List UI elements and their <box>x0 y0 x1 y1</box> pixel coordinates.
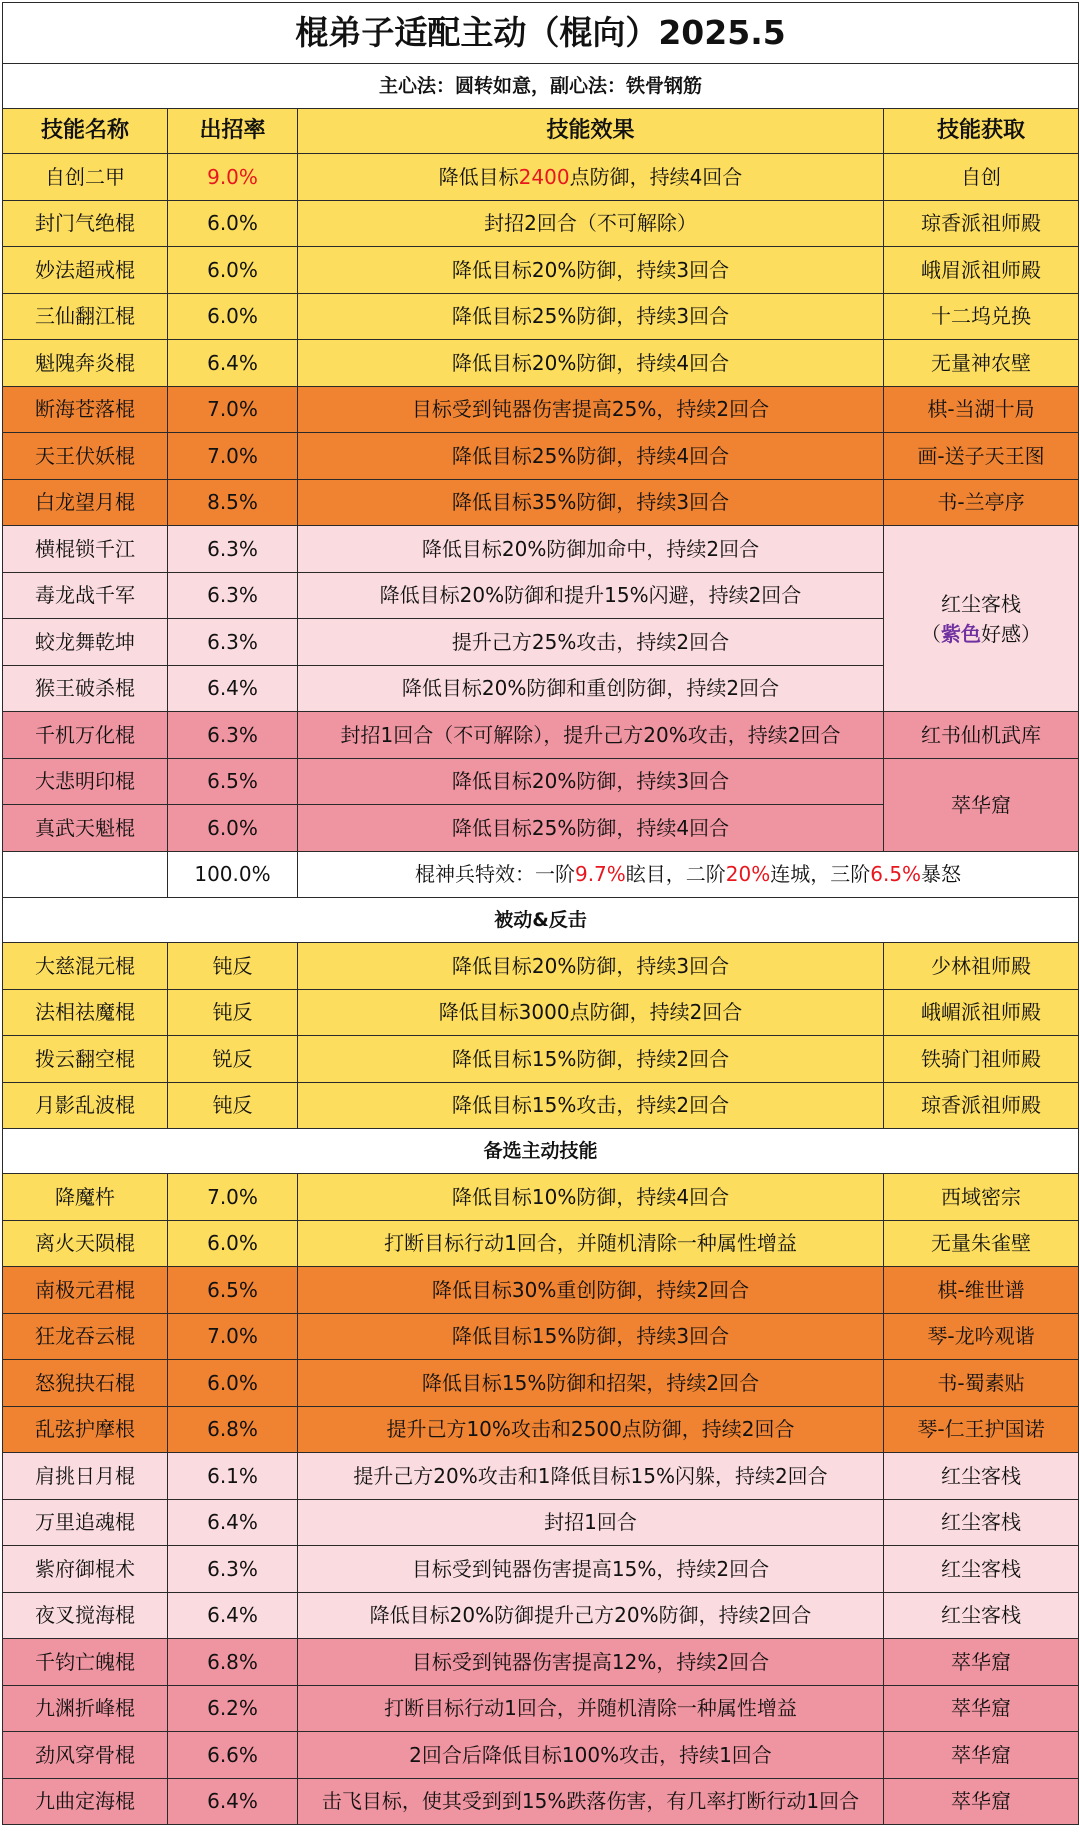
skill-source: 自创 <box>884 154 1079 201</box>
skill-name: 千钧亡魄棍 <box>3 1639 168 1686</box>
skill-rate: 6.5% <box>168 758 298 805</box>
skill-name: 降魔杵 <box>3 1174 168 1221</box>
skill-source: 萃华窟 <box>884 1732 1079 1779</box>
skill-name: 真武天魁棍 <box>3 805 168 852</box>
page-subtitle: 主心法：圆转如意，副心法：铁骨钢筋 <box>3 64 1079 109</box>
skill-source: 琴-龙吟观谐 <box>884 1313 1079 1360</box>
skill-rate: 7.0% <box>168 386 298 433</box>
skill-rate: 6.8% <box>168 1639 298 1686</box>
table-row <box>3 200 1079 247</box>
skill-name: 离火天陨棍 <box>3 1220 168 1267</box>
weapon-value: 9.7% <box>574 862 626 887</box>
skill-source: 铁骑门祖师殿 <box>884 1036 1079 1083</box>
skill-effect: 降低目标20%防御，持续3回合 <box>298 943 884 990</box>
table-row <box>3 758 1079 805</box>
skill-name: 横棍锁千江 <box>3 526 168 573</box>
skill-effect: 降低目标15%防御和招架，持续2回合 <box>298 1360 884 1407</box>
skill-rate: 6.5% <box>168 1267 298 1314</box>
skill-effect: 提升己方10%攻击和2500点防御，持续2回合 <box>298 1406 884 1453</box>
skill-source: 峨眉派祖师殿 <box>884 247 1079 294</box>
skill-effect: 目标受到钝器伤害提高25%，持续2回合 <box>298 386 884 433</box>
skill-effect: 降低目标20%防御，持续4回合 <box>298 340 884 387</box>
effect-text: 降低目标 <box>438 164 519 189</box>
skill-effect: 降低目标20%防御，持续3回合 <box>298 247 884 294</box>
table-row <box>3 943 1079 990</box>
skill-effect: 打断目标行动1回合，并随机清除一种属性增益 <box>298 1685 884 1732</box>
table-row <box>3 1732 1079 1779</box>
skill-name: 封门气绝棍 <box>3 200 168 247</box>
skill-effect: 打断目标行动1回合，并随机清除一种属性增益 <box>298 1220 884 1267</box>
skill-effect: 降低目标3000点防御，持续2回合 <box>298 989 884 1036</box>
table-row <box>3 1174 1079 1221</box>
skill-name: 乱弦护摩根 <box>3 1406 168 1453</box>
table-row <box>3 1360 1079 1407</box>
skill-rate: 6.4% <box>168 665 298 712</box>
table-row <box>3 1453 1079 1500</box>
skill-source: 红尘客栈 <box>884 1453 1079 1500</box>
skill-source: 十二坞兑换 <box>884 293 1079 340</box>
skill-rate: 6.2% <box>168 1685 298 1732</box>
skill-rate: 钝反 <box>168 943 298 990</box>
skill-name: 魁隗奔炎棍 <box>3 340 168 387</box>
table-row <box>3 526 1079 573</box>
skill-name: 法相祛魔棍 <box>3 989 168 1036</box>
table-row <box>3 1499 1079 1546</box>
total-rate: 100.0% <box>168 851 298 898</box>
table-header <box>3 109 1079 154</box>
skill-rate: 7.0% <box>168 1174 298 1221</box>
skill-rate: 9.0% <box>168 154 298 201</box>
weapon-value: 6.5% <box>870 862 922 887</box>
table-row <box>3 1778 1079 1825</box>
weapon-value: 20% <box>725 862 771 887</box>
table-row <box>3 386 1079 433</box>
total-row <box>3 851 1079 898</box>
table-row <box>3 479 1079 526</box>
skill-rate: 6.6% <box>168 1732 298 1779</box>
skill-rate: 6.3% <box>168 619 298 666</box>
table-row <box>3 1313 1079 1360</box>
skill-effect: 降低目标15%防御，持续2回合 <box>298 1036 884 1083</box>
skill-source: 书-蜀素贴 <box>884 1360 1079 1407</box>
table-row <box>3 989 1079 1036</box>
skill-source: 萃华窟 <box>884 1685 1079 1732</box>
skill-name: 狂龙吞云棍 <box>3 1313 168 1360</box>
skill-rate: 6.8% <box>168 1406 298 1453</box>
source-line <box>884 619 1078 649</box>
skill-source: 红书仙机武库 <box>884 712 1079 759</box>
skill-source: 红尘客栈 <box>884 1592 1079 1639</box>
skill-source: 棋-当湖十局 <box>884 386 1079 433</box>
table-row <box>3 154 1079 201</box>
skill-source: 琼香派祖师殿 <box>884 200 1079 247</box>
skill-effect <box>298 154 884 201</box>
header-rate: 出招率 <box>168 109 298 154</box>
skill-rate: 6.0% <box>168 247 298 294</box>
skill-effect: 降低目标20%防御和提升15%闪避，持续2回合 <box>298 572 884 619</box>
skill-rate: 6.3% <box>168 1546 298 1593</box>
skill-rate: 6.3% <box>168 526 298 573</box>
skill-source: 峨嵋派祖师殿 <box>884 989 1079 1036</box>
table-row <box>3 1685 1079 1732</box>
skill-name: 九渊折峰棍 <box>3 1685 168 1732</box>
skill-name: 大悲明印棍 <box>3 758 168 805</box>
skill-rate: 6.4% <box>168 340 298 387</box>
header-skill-name: 技能名称 <box>3 109 168 154</box>
page-title: 棍弟子适配主动（棍向）2025.5 <box>3 3 1079 64</box>
skill-rate: 6.0% <box>168 805 298 852</box>
table-row <box>3 712 1079 759</box>
header-effect: 技能效果 <box>298 109 884 154</box>
skill-source: 西域密宗 <box>884 1174 1079 1221</box>
skill-effect: 降低目标25%防御，持续3回合 <box>298 293 884 340</box>
skill-source-merged: 萃华窟 <box>884 758 1079 851</box>
section-alt-title: 备选主动技能 <box>3 1129 1079 1174</box>
skill-name: 天王伏妖棍 <box>3 433 168 480</box>
weapon-text: 连城，三阶 <box>770 862 871 887</box>
skill-rate: 6.3% <box>168 712 298 759</box>
skill-effect: 降低目标25%防御，持续4回合 <box>298 433 884 480</box>
skill-rate: 锐反 <box>168 1036 298 1083</box>
weapon-effect <box>298 851 1079 898</box>
skill-rate: 7.0% <box>168 433 298 480</box>
skill-source: 无量朱雀壁 <box>884 1220 1079 1267</box>
skill-effect: 降低目标25%防御，持续4回合 <box>298 805 884 852</box>
skill-source: 棋-维世谱 <box>884 1267 1079 1314</box>
table-row <box>3 1639 1079 1686</box>
skill-name: 白龙望月棍 <box>3 479 168 526</box>
table-row <box>3 340 1079 387</box>
skill-name: 三仙翻江棍 <box>3 293 168 340</box>
skill-source: 无量神农壁 <box>884 340 1079 387</box>
skill-rate: 6.4% <box>168 1592 298 1639</box>
skill-effect: 目标受到钝器伤害提高15%，持续2回合 <box>298 1546 884 1593</box>
skill-name: 毒龙战千军 <box>3 572 168 619</box>
source-line: 红尘客栈 <box>941 591 1022 616</box>
skill-name: 南极元君棍 <box>3 1267 168 1314</box>
table-row <box>3 1220 1079 1267</box>
table-row <box>3 247 1079 294</box>
skill-source: 画-送子天王图 <box>884 433 1079 480</box>
skill-effect: 降低目标15%攻击，持续2回合 <box>298 1082 884 1129</box>
skill-name: 怒猊抉石棍 <box>3 1360 168 1407</box>
skill-name: 拨云翻空棍 <box>3 1036 168 1083</box>
skill-effect: 目标受到钝器伤害提高12%，持续2回合 <box>298 1639 884 1686</box>
skill-name: 肩挑日月棍 <box>3 1453 168 1500</box>
skill-name: 断海苍落棍 <box>3 386 168 433</box>
table-row <box>3 433 1079 480</box>
skill-source: 红尘客栈 <box>884 1499 1079 1546</box>
skill-effect: 提升己方25%攻击，持续2回合 <box>298 619 884 666</box>
header-source: 技能获取 <box>884 109 1079 154</box>
skill-name: 自创二甲 <box>3 154 168 201</box>
skill-effect: 封招2回合（不可解除） <box>298 200 884 247</box>
skill-rate: 8.5% <box>168 479 298 526</box>
skill-rate: 钝反 <box>168 1082 298 1129</box>
skill-effect: 降低目标35%防御，持续3回合 <box>298 479 884 526</box>
total-empty <box>3 851 168 898</box>
skill-rate: 6.3% <box>168 572 298 619</box>
table-row <box>3 1036 1079 1083</box>
skill-name: 劲风穿骨棍 <box>3 1732 168 1779</box>
skill-rate: 6.0% <box>168 1220 298 1267</box>
skill-name: 万里追魂棍 <box>3 1499 168 1546</box>
section-header <box>3 898 1079 943</box>
section-header <box>3 1129 1079 1174</box>
skill-effect: 降低目标10%防御，持续4回合 <box>298 1174 884 1221</box>
skill-effect: 提升己方20%攻击和1降低目标15%闪躲，持续2回合 <box>298 1453 884 1500</box>
table-row <box>3 1406 1079 1453</box>
skill-rate: 6.0% <box>168 293 298 340</box>
source-purple: 紫色 <box>941 621 982 646</box>
skill-effect: 降低目标30%重创防御，持续2回合 <box>298 1267 884 1314</box>
skill-name: 紫府御棍术 <box>3 1546 168 1593</box>
skill-effect: 降低目标15%防御，持续3回合 <box>298 1313 884 1360</box>
skill-source: 琴-仁王护国诺 <box>884 1406 1079 1453</box>
skill-effect: 击飞目标，使其受到到15%跌落伤害，有几率打断行动1回合 <box>298 1778 884 1825</box>
section-passive-title: 被动&反击 <box>3 898 1079 943</box>
skill-name: 猴王破杀棍 <box>3 665 168 712</box>
skill-effect: 降低目标20%防御，持续3回合 <box>298 758 884 805</box>
table-row <box>3 1082 1079 1129</box>
skill-effect: 降低目标20%防御和重创防御，持续2回合 <box>298 665 884 712</box>
skill-source: 萃华窟 <box>884 1639 1079 1686</box>
weapon-text: 棍神兵特效：一阶 <box>414 862 575 887</box>
skill-rate: 6.4% <box>168 1499 298 1546</box>
skill-effect: 封招1回合 <box>298 1499 884 1546</box>
table-row <box>3 1267 1079 1314</box>
skill-source: 少林祖师殿 <box>884 943 1079 990</box>
skill-name: 大慈混元棍 <box>3 943 168 990</box>
skill-table <box>2 2 1079 1825</box>
table-row <box>3 293 1079 340</box>
source-paren: 好感） <box>981 621 1042 646</box>
skill-source: 红尘客栈 <box>884 1546 1079 1593</box>
skill-name: 九曲定海棍 <box>3 1778 168 1825</box>
weapon-text: 眩目，二阶 <box>625 862 726 887</box>
skill-effect: 降低目标20%防御加命中，持续2回合 <box>298 526 884 573</box>
skill-rate: 7.0% <box>168 1313 298 1360</box>
skill-source: 萃华窟 <box>884 1778 1079 1825</box>
weapon-text: 暴怒 <box>921 862 962 887</box>
skill-rate: 6.0% <box>168 200 298 247</box>
skill-rate: 钝反 <box>168 989 298 1036</box>
skill-effect: 封招1回合（不可解除），提升己方20%攻击，持续2回合 <box>298 712 884 759</box>
skill-rate: 6.0% <box>168 1360 298 1407</box>
table-row <box>3 1546 1079 1593</box>
skill-rate: 6.4% <box>168 1778 298 1825</box>
skill-source: 琼香派祖师殿 <box>884 1082 1079 1129</box>
skill-name: 千机万化棍 <box>3 712 168 759</box>
skill-source: 书-兰亭序 <box>884 479 1079 526</box>
skill-name: 月影乱波棍 <box>3 1082 168 1129</box>
skill-rate: 6.1% <box>168 1453 298 1500</box>
skill-effect: 降低目标20%防御提升己方20%防御，持续2回合 <box>298 1592 884 1639</box>
skill-effect: 2回合后降低目标100%攻击，持续1回合 <box>298 1732 884 1779</box>
skill-name: 夜叉搅海棍 <box>3 1592 168 1639</box>
skill-name: 妙法超戒棍 <box>3 247 168 294</box>
skill-name: 蛟龙舞乾坤 <box>3 619 168 666</box>
skill-source-merged <box>884 526 1079 712</box>
effect-text: 点防御，持续4回合 <box>569 164 743 189</box>
source-paren: （ <box>921 621 942 646</box>
table-row <box>3 1592 1079 1639</box>
effect-highlight: 2400 <box>518 164 570 189</box>
